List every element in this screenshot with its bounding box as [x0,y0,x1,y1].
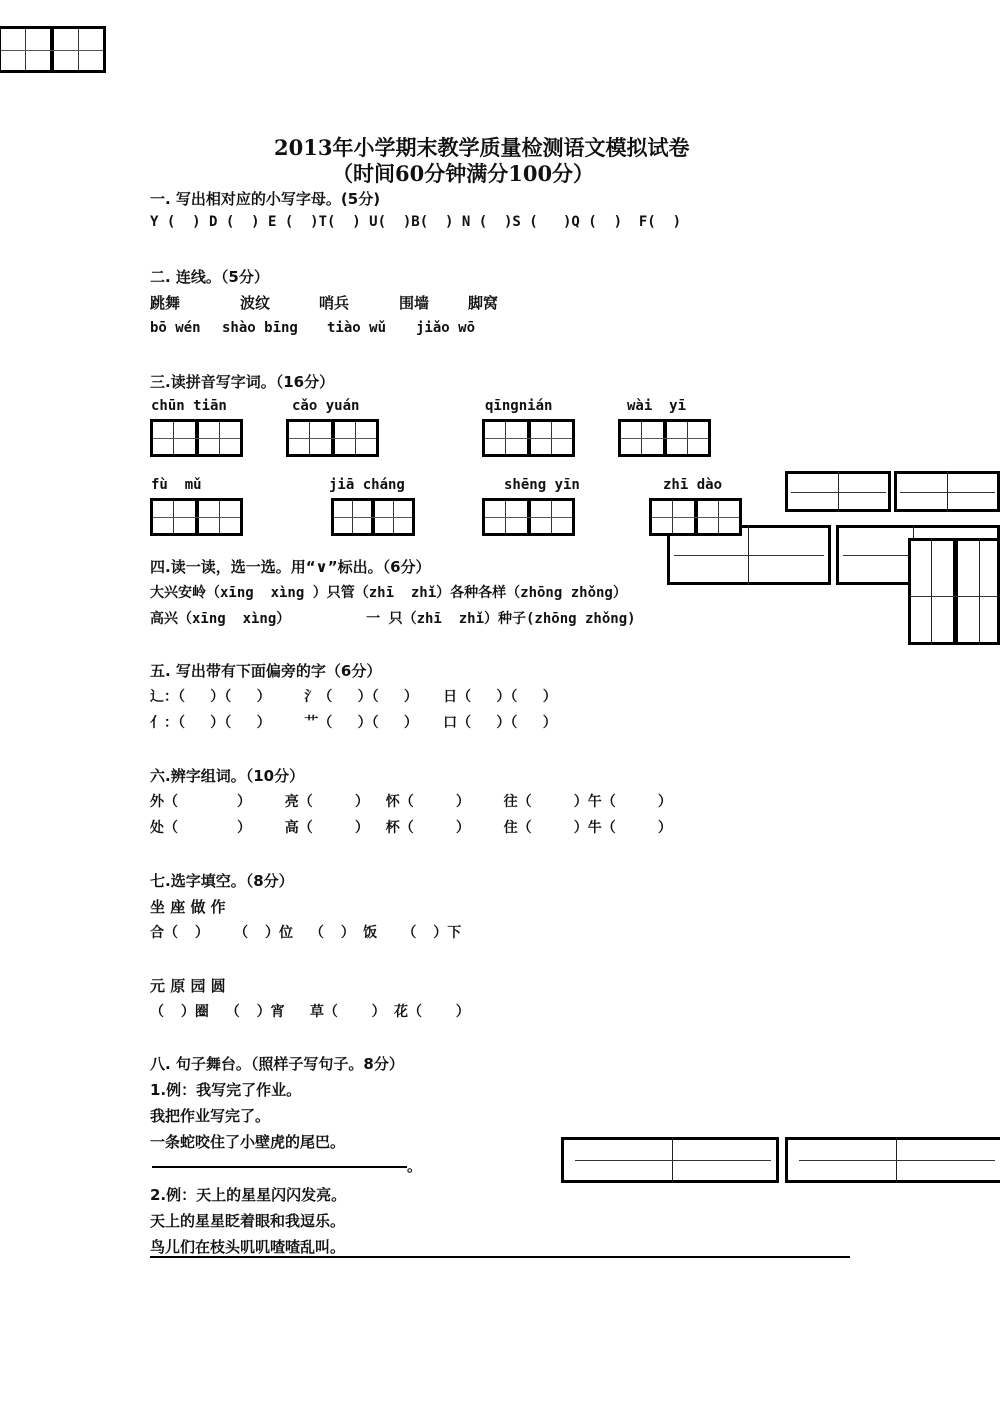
pinyin-label: qīngnián [485,398,553,414]
section-3-heading: 三.读拼音写字词。（16分） [150,373,335,391]
section-2-word: 哨兵 [319,294,350,312]
section-8-example-2: 2.例：天上的星星闪闪发亮。 [150,1186,347,1204]
section-6-line-1: 外（ ） 亮（ ） 怀（ ） 往（ ）午（ ） [150,794,672,810]
pinyin-label: shēng yīn [504,477,580,493]
answer-line-end: 。 [407,1157,423,1175]
stray-line-box [894,471,1000,512]
section-7-line-1: 合（ ） （ ）位 （ ） 饭 （ ）下 [150,925,462,941]
stray-line-box [785,471,891,512]
pinyin-label: jiā cháng [329,477,405,493]
section-1-letters: Y ( ) D ( ) E ( )T( ) U( )B( ) N ( )S ( )Q ( ) F( ) [150,214,682,230]
pinyin-label: cǎo yuán [292,398,360,414]
answer-line-1[interactable] [152,1166,407,1168]
pinyin-label: zhī dào [663,477,723,493]
section-2-pinyin: tiào wǔ [327,320,387,336]
section-4-heading: 四.读一读，选一选。用“∨”标出。（6分） [150,558,431,576]
writing-box[interactable] [649,498,742,536]
section-5-heading: 五. 写出带有下面偏旁的字（6分） [150,662,382,680]
section-7-line-2: （ ）圈 （ ）宵 草（ ） 花（ ） [150,1004,470,1020]
section-8-example-2-answer: 天上的星星眨着眼和我逗乐。 [150,1212,346,1230]
section-8-heading: 八. 句子舞台。（照样子写句子。8分） [150,1055,404,1073]
section-5-line-1: 辶：（ ）（ ） 氵（ ）（ ） 日（ ）（ ） [150,689,557,705]
section-2-word: 波纹 [240,294,271,312]
section-8-example-1: 1.例：我写完了作业。 [150,1081,302,1099]
section-2-word: 围墙 [399,294,430,312]
stray-line-box [561,1137,779,1183]
section-2-word: 脚窝 [468,294,499,312]
page-subtitle: （时间60分钟满分100分） [332,161,595,186]
pinyin-label: fù mǔ [151,477,202,493]
section-7-choices-1: 坐 座 做 作 [150,898,226,916]
section-8-question-2: 鸟儿们在枝头叽叽喳喳乱叫。 [150,1238,346,1256]
section-4-line-1: 大兴安岭（xīng xìng ）只管（zhī zhǐ）各种各样（zhōng zhǒng） [150,585,627,601]
writing-box[interactable] [150,419,243,457]
section-7-heading: 七.选字填空。（8分） [150,872,294,890]
writing-box[interactable] [286,419,379,457]
section-6-heading: 六.辨字组词。（10分） [150,767,305,785]
section-2-pinyin: shào bīng [222,320,298,336]
writing-box[interactable] [150,498,243,536]
writing-box[interactable] [618,419,711,457]
section-6-line-2: 处（ ） 高（ ） 杯（ ） 住（ ）牛（ ） [150,820,672,836]
section-2-pinyin: jiǎo wō [416,320,476,336]
corner-writing-grid [0,26,106,73]
answer-line-2[interactable] [150,1256,850,1258]
writing-box[interactable] [331,498,415,536]
stray-vertical-grid [908,538,1000,645]
section-4-line-2: 高兴（xīng xìng） 一 只（zhī zhǐ）种子(zhōng zhǒng) [150,611,636,627]
pinyin-label: wài yī [627,398,687,414]
section-2-word: 跳舞 [150,294,181,312]
section-1-heading: 一. 写出相对应的小写字母。(5分) [150,190,381,208]
section-8-question-1: 一条蛇咬住了小壁虎的尾巴。 [150,1133,346,1151]
writing-box[interactable] [482,498,575,536]
section-2-pinyin: bō wén [150,320,201,336]
section-7-choices-2: 元 原 园 圆 [150,977,226,995]
writing-box[interactable] [482,419,575,457]
section-2-heading: 二. 连线。（5分） [150,268,269,286]
pinyin-label: chūn tiān [151,398,227,414]
page-title: 2013年小学期末教学质量检测语文模拟试卷 [274,135,690,160]
section-8-example-1-answer: 我把作业写完了。 [150,1107,271,1125]
stray-line-box [785,1137,1000,1183]
section-5-line-2: 亻：（ ）（ ） 艹（ ）（ ） 口（ ）（ ） [150,715,557,731]
